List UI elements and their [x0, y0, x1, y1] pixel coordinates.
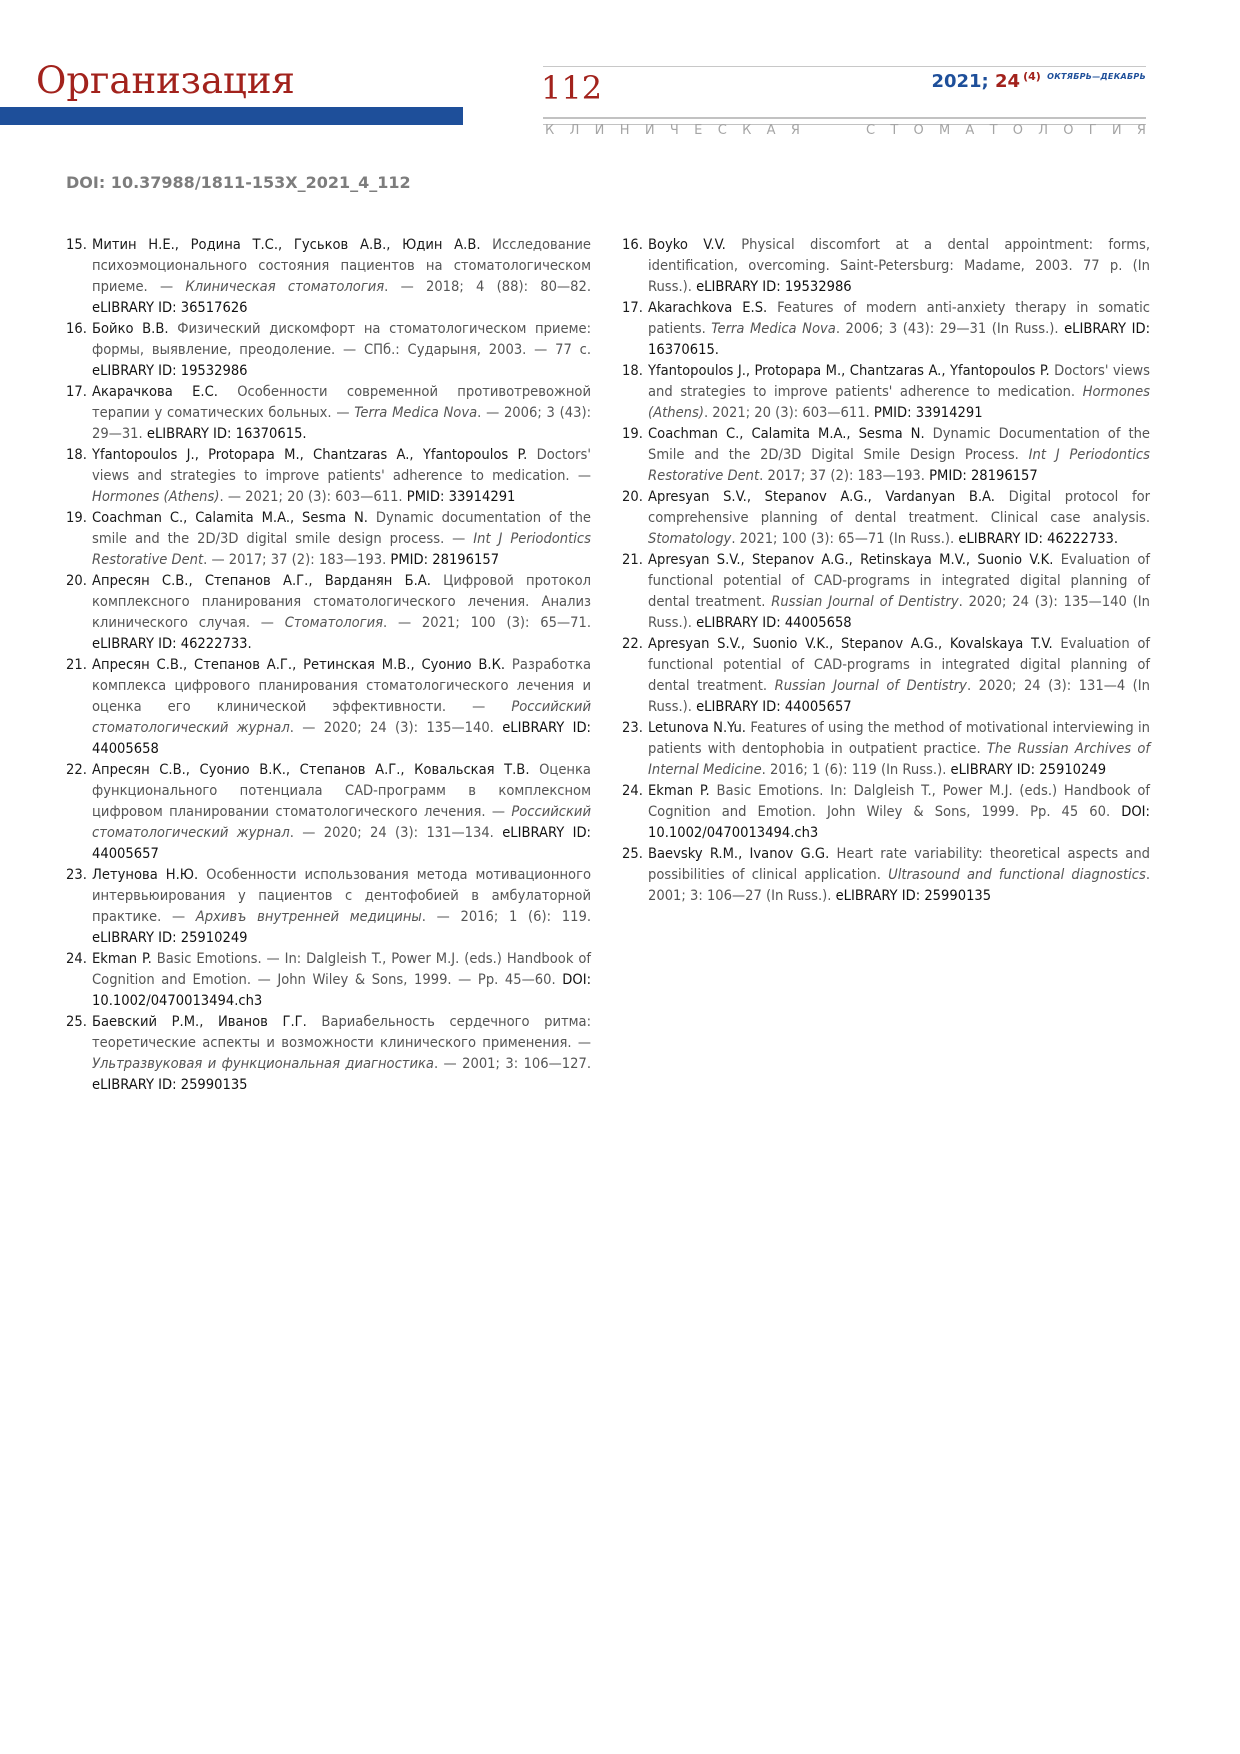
reference-authors: Акарачкова Е.С.: [92, 383, 218, 400]
reference-title: Особенности использования метода мотивационного интервьюирования у пациентов с дентофобией в амбулаторной практике. —: [92, 866, 592, 925]
reference-journal: Ultrasound and functional diagnostics: [888, 866, 1146, 883]
reference-item: [622, 234, 1150, 297]
reference-authors: Apresyan S.V., Stepanov A.G., Retinskaya M.V., Suonio V.K.: [648, 551, 1054, 568]
journal-title-letter: О: [913, 123, 924, 138]
reference-details: . — 2016; 1 (6): 119.: [421, 908, 592, 925]
reference-number: 24.: [622, 782, 643, 799]
reference-journal: Int J Periodontics Restorative Dent: [92, 530, 591, 568]
journal-title-letter: К: [545, 123, 555, 138]
journal-title-letter: А: [766, 123, 776, 138]
reference-identifier: eLIBRARY ID: 44005657: [92, 824, 591, 862]
reference-identifier: PMID: 28196157: [386, 551, 500, 568]
reference-item: [622, 486, 1150, 549]
reference-identifier: eLIBRARY ID: 16370615.: [142, 425, 307, 442]
reference-title: Doctors' views and strategies to improve patients' adherence to medication. —: [92, 446, 591, 484]
reference-authors: Akarachkova E.S.: [648, 299, 768, 316]
reference-authors: Yfantopoulos J., Protopapa M., Chantzaras A., Yfantopoulos P.: [92, 446, 528, 463]
reference-journal: Ультразвуковая и функциональная диагностика: [92, 1055, 434, 1072]
reference-item: [622, 843, 1150, 906]
reference-details: . 2020; 24 (3): 135—140 (In Russ.).: [648, 593, 1150, 631]
reference-title: Doctors' views and strategies to improve patients' adherence to medication.: [648, 362, 1150, 400]
reference-journal: The Russian Archives of Internal Medicine: [648, 740, 1150, 778]
reference-title: Цифровой протокол комплексного планирования стоматологического лечения. Анализ клинического случая. —: [92, 572, 591, 631]
reference-journal: Hormones (Athens): [92, 488, 220, 505]
issue-months: ОКТЯБРЬ—ДЕКАБРЬ: [1047, 72, 1146, 81]
reference-title: Dynamic documentation of the smile and the 2D/3D digital smile design process. —: [92, 509, 592, 547]
reference-identifier: eLIBRARY ID: 44005658: [92, 719, 591, 757]
reference-item: [66, 864, 591, 948]
reference-identifier: eLIBRARY ID: 25910249: [946, 761, 1107, 778]
section-bar: [0, 107, 463, 125]
journal-title-letter: И: [644, 123, 655, 138]
reference-authors: Баевский Р.М., Иванов Г.Г.: [92, 1013, 307, 1030]
issue-label: [931, 71, 1146, 91]
reference-number: 21.: [66, 656, 87, 673]
reference-title: Basic Emotions. In: Dalgleish T., Power M.J. (eds.) Handbook of Cognition and Emotion. John Wiley & Sons, 1999. Pp. 45 60.: [648, 782, 1150, 820]
reference-authors: Apresyan S.V., Stepanov A.G., Vardanyan B.A.: [648, 488, 995, 505]
reference-title: Вариабельность сердечного ритма: теоретические аспекты и возможности клинического применения. —: [92, 1013, 591, 1051]
reference-details: . 2021; 20 (3): 603—611.: [703, 404, 870, 421]
reference-identifier: eLIBRARY ID: 19532986: [691, 278, 852, 295]
reference-journal: Российский стоматологический журнал: [92, 803, 591, 841]
reference-item: [622, 297, 1150, 360]
reference-number: 20.: [622, 488, 643, 505]
reference-identifier: eLIBRARY ID: 46222733.: [954, 530, 1119, 547]
reference-item: [66, 381, 591, 444]
reference-number: 25.: [622, 845, 643, 862]
reference-number: 16.: [66, 320, 87, 337]
reference-identifier: eLIBRARY ID: 19532986: [92, 362, 248, 379]
reference-authors: Coachman C., Calamita M.A., Sesma N.: [648, 425, 925, 442]
reference-authors: Apresyan S.V., Suonio V.K., Stepanov A.G., Kovalskaya T.V.: [648, 635, 1053, 652]
reference-authors: Yfantopoulos J., Protopapa M., Chantzaras A., Yfantopoulos P.: [648, 362, 1050, 379]
reference-item: [66, 1011, 591, 1095]
reference-identifier: PMID: 28196157: [924, 467, 1038, 484]
journal-title-letter: Я: [1136, 123, 1146, 138]
reference-title: Оценка функционального потенциала CAD-программ в комплексном цифровом планировании стоматологического лечения. —: [92, 761, 591, 820]
doi: DOI: 10.37988/1811-153X_2021_4_112: [66, 173, 411, 192]
reference-identifier: DOI: 10.1002/0470013494.ch3: [92, 971, 591, 1009]
reference-item: [622, 549, 1150, 633]
journal-title-letter: Г: [1088, 123, 1097, 138]
reference-item: [66, 444, 591, 507]
reference-authors: Митин Н.Е., Родина Т.С., Гуськов А.В., Юдин А.В.: [92, 236, 481, 253]
reference-identifier: eLIBRARY ID: 25990135: [92, 1076, 248, 1093]
reference-item: [622, 633, 1150, 717]
reference-identifier: eLIBRARY ID: 44005657: [691, 698, 852, 715]
reference-item: [66, 570, 591, 654]
journal-title-letter: К: [742, 123, 752, 138]
reference-title: Dynamic Documentation of the Smile and the 2D/3D Digital Smile Design Process.: [648, 425, 1150, 463]
journal-title-letter: Л: [1038, 123, 1048, 138]
reference-details: . 2001; 3: 106—27 (In Russ.).: [648, 866, 1150, 904]
reference-identifier: DOI: 10.1002/0470013494.ch3: [648, 803, 1150, 841]
reference-journal: Stomatology: [648, 530, 732, 547]
reference-number: 22.: [66, 761, 87, 778]
reference-authors: Baevsky R.M., Ivanov G.G.: [648, 845, 830, 862]
reference-number: 16.: [622, 236, 643, 253]
reference-authors: Ekman P.: [92, 950, 152, 967]
reference-title: Особенности современной противотревожной терапии у соматических больных. —: [92, 383, 591, 421]
reference-authors: Boyko V.V.: [648, 236, 726, 253]
journal-title-word-2: [866, 124, 1146, 137]
reference-journal: Клиническая стоматология: [185, 278, 385, 295]
reference-item: [622, 717, 1150, 780]
journal-title-letter: О: [1012, 123, 1023, 138]
reference-title: Evaluation of functional potential of CAD-programs in integrated digital planning of dental treatment.: [648, 551, 1150, 610]
reference-identifier: eLIBRARY ID: 25990135: [831, 887, 992, 904]
reference-journal: Архивъ внутренней медицины: [195, 908, 422, 925]
reference-number: 20.: [66, 572, 87, 589]
reference-number: 23.: [622, 719, 643, 736]
journal-title-letter: С: [866, 123, 876, 138]
reference-number: 25.: [66, 1013, 87, 1030]
reference-journal: Стоматология: [284, 614, 383, 631]
reference-number: 17.: [66, 383, 87, 400]
journal-title-letter: Я: [790, 123, 800, 138]
journal-title-letter: И: [1111, 123, 1122, 138]
header-top-rule: [543, 66, 1146, 67]
reference-item: [66, 507, 591, 570]
reference-journal: Российский стоматологический журнал: [92, 698, 591, 736]
reference-details: . 2021; 100 (3): 65—71 (In Russ.).: [731, 530, 955, 547]
reference-authors: Ekman P.: [648, 782, 710, 799]
reference-item: [66, 318, 591, 381]
journal-title-letter: Т: [989, 123, 998, 138]
reference-item: [622, 423, 1150, 486]
reference-details: . — 2001; 3: 106—127.: [433, 1055, 591, 1072]
reference-item: [622, 780, 1150, 843]
issue-year: 2021;: [931, 71, 989, 92]
reference-item: [66, 759, 591, 864]
reference-journal: Russian Journal of Dentistry: [774, 677, 967, 694]
reference-title: Features of modern anti-anxiety therapy in somatic patients.: [648, 299, 1150, 337]
reference-number: 23.: [66, 866, 87, 883]
reference-item: [66, 234, 591, 318]
reference-details: . 2016; 1 (6): 119 (In Russ.).: [761, 761, 947, 778]
reference-details: . — 2020; 24 (3): 131—134.: [289, 824, 494, 841]
reference-authors: Апресян С.В., Степанов А.Г., Варданян Б.А.: [92, 572, 431, 589]
reference-number: 19.: [66, 509, 87, 526]
reference-title: Физический дискомфорт на стоматологическом приеме: формы, выявление, преодоление. — СПб.: Сударыня, 2003. — 77 с.: [92, 320, 592, 358]
reference-details: . — 2018; 4 (88): 80—82.: [384, 278, 591, 295]
reference-identifier: PMID: 33914291: [869, 404, 983, 421]
reference-number: 15.: [66, 236, 87, 253]
reference-number: 17.: [622, 299, 643, 316]
journal-title-letter: М: [938, 123, 951, 138]
reference-title: Features of using the method of motivational interviewing in patients with dentophobia in outpatient practice.: [648, 719, 1151, 757]
reference-journal: Terra Medica Nova: [711, 320, 836, 337]
reference-number: 22.: [622, 635, 643, 652]
reference-details: . — 2006; 3 (43): 29—31.: [92, 404, 591, 442]
references-russian: [66, 234, 591, 1095]
reference-title: Исследование психоэмоционального состояния пациентов на стоматологическом приеме. —: [92, 236, 591, 295]
journal-title-word-1: [545, 124, 800, 137]
reference-title: Разработка комплекса цифрового планирования стоматологического лечения и оценка его клинической эффективности. —: [92, 656, 591, 715]
references-english: [622, 234, 1150, 906]
reference-journal: Russian Journal of Dentistry: [771, 593, 959, 610]
reference-details: . — 2021; 100 (3): 65—71.: [383, 614, 592, 631]
journal-title-letter: О: [1063, 123, 1074, 138]
reference-details: . — 2021; 20 (3): 603—611.: [219, 488, 403, 505]
reference-authors: Бойко В.В.: [92, 320, 169, 337]
journal-title-letter: Н: [619, 123, 630, 138]
reference-authors: Апресян С.В., Степанов А.Г., Ретинская М.В., Суонио В.К.: [92, 656, 506, 673]
issue-number: (4): [1023, 70, 1041, 83]
journal-title-letter: Т: [890, 123, 899, 138]
reference-authors: Letunova N.Yu.: [648, 719, 746, 736]
journal-title-letter: Л: [569, 123, 580, 138]
reference-journal: Terra Medica Nova: [354, 404, 478, 421]
reference-title: Basic Emotions. — In: Dalgleish T., Power M.J. (eds.) Handbook of Cognition and Emotion. — John Wiley & Sons, 1999. — Pp. 45—60.: [92, 950, 591, 988]
reference-authors: Coachman C., Calamita M.A., Sesma N.: [92, 509, 368, 526]
reference-number: 18.: [622, 362, 643, 379]
reference-details: . 2017; 37 (2): 183—193.: [759, 467, 925, 484]
journal-title-letter: И: [594, 123, 605, 138]
reference-identifier: eLIBRARY ID: 36517626: [92, 299, 248, 316]
reference-identifier: PMID: 33914291: [402, 488, 516, 505]
reference-number: 24.: [66, 950, 87, 967]
reference-details: . — 2020; 24 (3): 135—140.: [289, 719, 494, 736]
journal-title-letter: С: [717, 123, 727, 138]
reference-item: [66, 948, 591, 1011]
reference-number: 18.: [66, 446, 87, 463]
reference-details: . 2020; 24 (3): 131—4 (In Russ.).: [648, 677, 1151, 715]
reference-title: Digital protocol for comprehensive planning of dental treatment. Clinical case analysis.: [648, 488, 1150, 526]
reference-title: Physical discomfort at a dental appointment: forms, identification, overcoming. Saint-Petersburg: Madame, 2003. 77 p. (In Russ.).: [648, 236, 1150, 295]
reference-title: Heart rate variability: theoretical aspects and possibilities of clinical application.: [648, 845, 1151, 883]
section-title: Организация: [36, 59, 295, 102]
reference-number: 21.: [622, 551, 643, 568]
reference-authors: Апресян С.В., Суонио В.К., Степанов А.Г., Ковальская Т.В.: [92, 761, 530, 778]
reference-item: [622, 360, 1150, 423]
reference-identifier: eLIBRARY ID: 16370615.: [648, 320, 1151, 358]
reference-details: . 2006; 3 (43): 29—31 (In Russ.).: [835, 320, 1059, 337]
reference-title: Evaluation of functional potential of CAD-programs in integrated digital planning of dental treatment.: [648, 635, 1150, 694]
reference-details: . — 2017; 37 (2): 183—193.: [203, 551, 387, 568]
reference-journal: Int J Periodontics Restorative Dent: [648, 446, 1150, 484]
page-number: 112: [541, 69, 603, 107]
reference-number: 19.: [622, 425, 643, 442]
reference-authors: Летунова Н.Ю.: [92, 866, 199, 883]
journal-title-letter: Ч: [669, 123, 679, 138]
reference-identifier: eLIBRARY ID: 46222733.: [92, 635, 252, 652]
reference-identifier: eLIBRARY ID: 25910249: [92, 929, 248, 946]
journal-title-letter: Е: [694, 123, 703, 138]
reference-identifier: eLIBRARY ID: 44005658: [691, 614, 852, 631]
journal-title-letter: А: [965, 123, 975, 138]
reference-item: [66, 654, 591, 759]
issue-volume: 24: [995, 71, 1021, 92]
reference-journal: Hormones (Athens): [648, 383, 1150, 421]
